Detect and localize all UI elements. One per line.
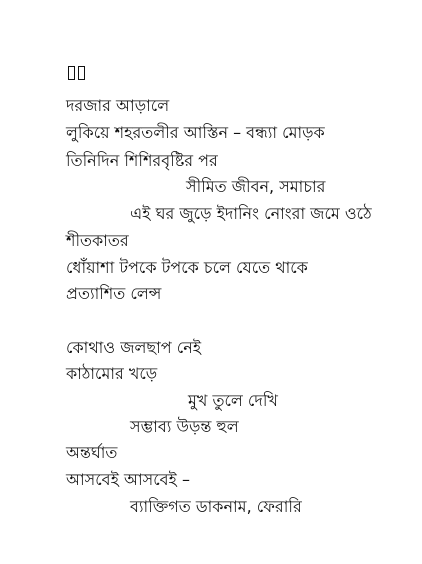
- poem-line: প্রত্যাশিত লেন্স: [66, 284, 162, 303]
- poem-line: অন্তর্ঘাত: [66, 443, 118, 462]
- poem-line: আসবেই আসবেই –: [66, 470, 190, 489]
- poem-line: সম্ভাব্য উড়ন্ত হুল: [130, 417, 239, 436]
- missing-glyph-icon: [68, 66, 75, 80]
- poem-line: দরজার আড়ালে: [66, 96, 170, 115]
- poem-line: লুকিয়ে শহরতলীর আস্তিন – বন্ধ্যা মোড়ক: [66, 123, 325, 142]
- poem-line: তিনিদিন শিশিরবৃষ্টির পর: [66, 151, 218, 170]
- poem-line: ব্যাক্তিগত ডাকনাম, ফেরারি: [130, 497, 302, 516]
- poem-line: কাঠামোর খড়ে: [66, 364, 158, 383]
- poem-title: [68, 66, 85, 80]
- missing-glyph-icon: [78, 66, 85, 80]
- poem-line: ধোঁয়াশা টপকে টপকে চলে যেতে থাকে: [66, 258, 308, 277]
- poem-line: মুখ তুলে দেখি: [188, 391, 278, 410]
- poem-line: সীমিত জীবন, সমাচার: [186, 177, 326, 196]
- poem-line: এই ঘর জুড়ে ইদানিং নোংরা জমে ওঠে: [130, 204, 372, 223]
- poem-line: কোথাও জলছাপ নেই: [66, 338, 202, 357]
- poem-line: শীতকাতর: [66, 231, 129, 250]
